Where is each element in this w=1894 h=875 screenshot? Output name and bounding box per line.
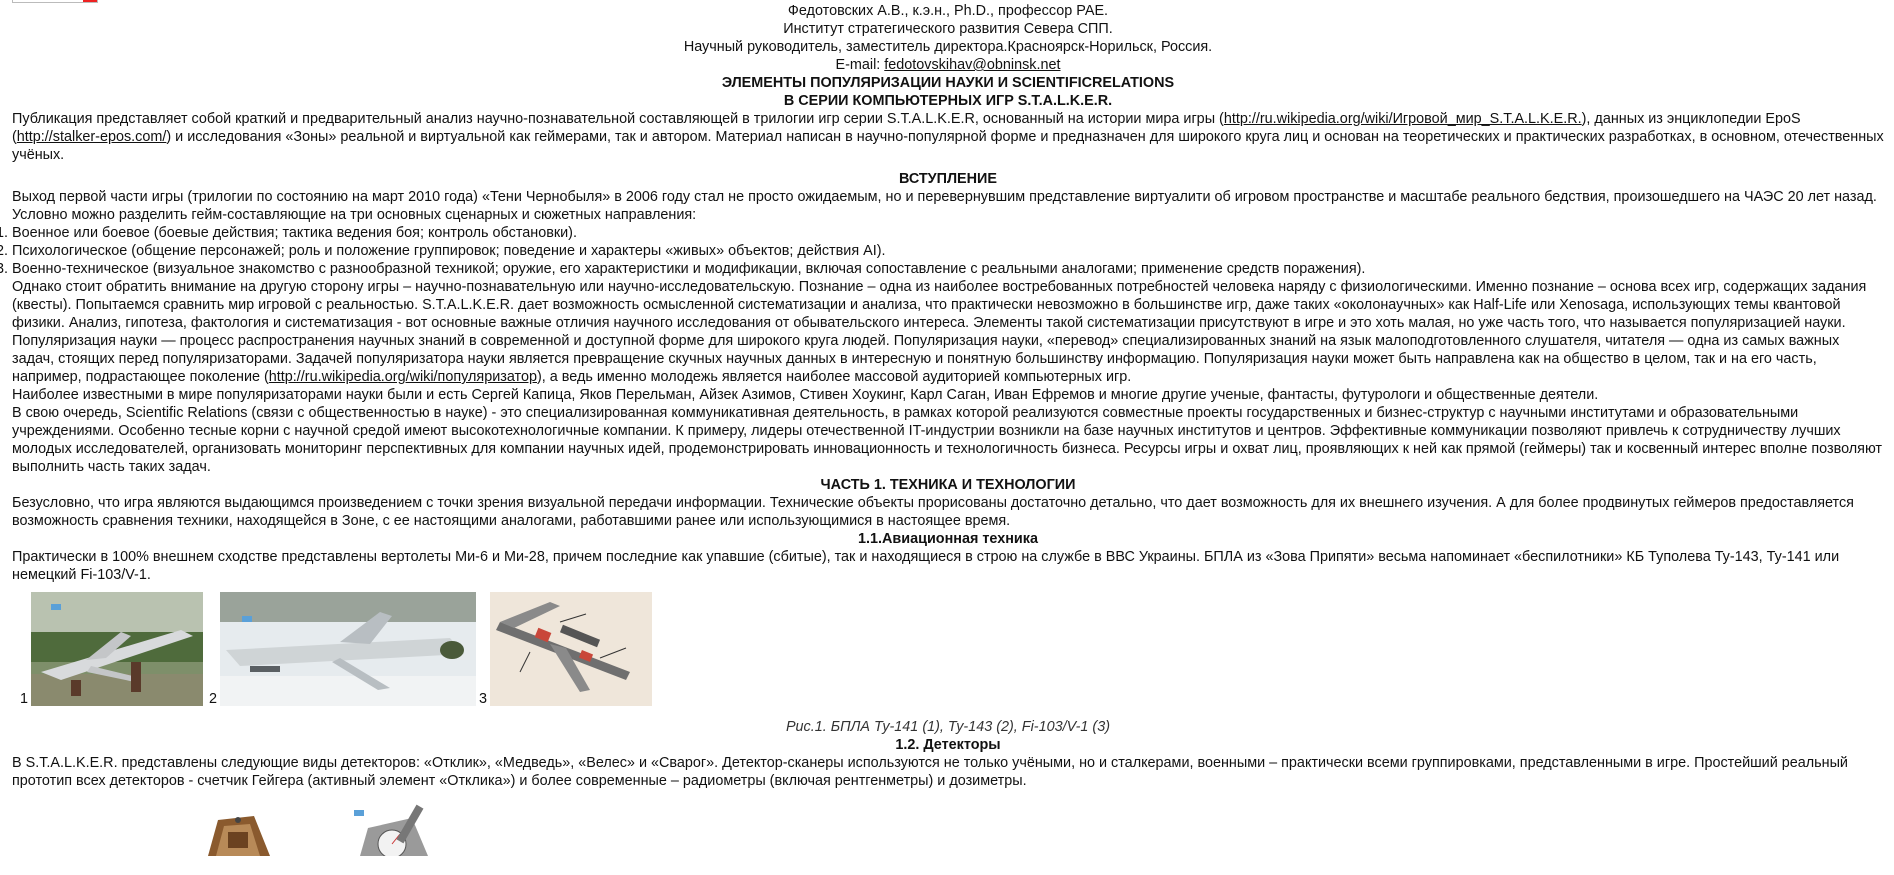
author-email-line <box>12 56 1884 74</box>
direction-list <box>12 224 1884 278</box>
article-title <box>12 74 1884 110</box>
figure-number: 1 <box>20 691 29 707</box>
list-item: 2. Психологическое (общение персонажей; роль и положение группировок; поведение и характеры «живых» объектов; действия AI). <box>12 242 1884 260</box>
author-name: Федотовских А.В., к.э.н., Ph.D., профессор РАЕ. <box>787 3 1109 19</box>
figure-1[interactable] <box>20 592 203 707</box>
abstract-text-2: ), данных из энциклопедии EpoS ( <box>12 111 1801 145</box>
title-line-1: ЭЛЕМЕНТЫ ПОПУЛЯРИЗАЦИИ НАУКИ И SCIENTIFICRELATIONS <box>721 75 1175 91</box>
intro-paragraph-2: Однако стоит обратить внимание на другую сторону игры – научно-познавательную или научно-исследовательскую. Познание – одна из наиболее востребованных потребностей человека наряду с физиологическими. Именно познание – основа всех игр, содержащих задания (квесты). Попытаемся сравнить мир игровой с реальностью. S.T.A.L.K.E.R. дает возможность осмысленной систематизации и анализа, что практически невозможно в большинстве игр, даже таких «околонаучных» как Half-Life или Xenosaga, использующих темы квантовой физики. Анализ, гипотеза, фактология и систематизация - вот основные важные отличия научного исследования от обывательского интереса. Элементы такой систематизации присутствуют в игре и это хоть малая, но уже часть того, что называется популяризацией науки. <box>12 279 1867 331</box>
figure-caption: Рис.1. БПЛА Ту-141 (1), Ту-143 (2), Fi-103/V-1 (3) <box>785 719 1111 735</box>
list-item: 3. Военно-техническое (визуальное знакомство с разнообразной техникой; оружие, его характеристики и модификации, включая сопоставление с реальными аналогами; применение средств поражения). <box>12 260 1884 278</box>
author-institute: Институт стратегического развития Севера СПП. <box>783 21 1113 37</box>
tu141-photo <box>31 592 203 706</box>
subheading-detectors: 1.2. Детекторы <box>895 737 1001 753</box>
popularization-text-1: Популяризация науки — процесс распространения научных знаний в современной и доступной форме для широкого круга людей. Популяризация науки, «перевод» специализированных знаний на язык малоподготовленного слушателя, читателя — одна из самых важных задач, стоящих перед популяризаторами. Задачей популяризатора науки является превращение скучных научных данных в интересную и понятную большинству информацию. Популяризация науки может быть направлена как на общество в целом, так и на его часть, например, подрастающее поколение ( <box>12 333 1840 385</box>
author-position: Научный руководитель, заместитель директора.Красноярск-Норильск, Россия. <box>683 39 1213 55</box>
author-block <box>12 2 1884 74</box>
part1-paragraph-3: В S.T.A.L.K.E.R. представлены следующие виды детекторов: «Отклик», «Медведь», «Велес» и «Сварог». Детектор-сканеры используются не только учёными, но и сталкерами, военными – практически всеми группировками, представленными в игре. Простейший реальный прототип всех детекторов - счетчик Гейгера (активный элемент «Отклика») и более современные – радиометры (включая рентгенметры) и дозиметры. <box>12 755 1848 789</box>
intro-heading: ВСТУПЛЕНИЕ <box>899 171 997 187</box>
figure-row <box>12 592 1884 708</box>
detector-images <box>12 790 1884 850</box>
figure-3[interactable] <box>479 592 652 707</box>
abstract-text-1: Публикация представляет собой краткий и предварительный анализ научно-познавательной составляющей в трилогии игр серии S.T.A.L.K.E.R, основанный на истории мира игры ( <box>12 111 1224 127</box>
popularizer-link[interactable]: http://ru.wikipedia.org/wiki/популяризатор <box>268 369 537 385</box>
figure-2[interactable] <box>209 592 476 707</box>
figure-number: 3 <box>479 691 488 707</box>
intro-paragraph-3 <box>12 332 1884 386</box>
wiki-link[interactable]: http://ru.wikipedia.org/wiki/Игровой_мир_S.T.A.L.K.E.R. <box>1223 111 1582 127</box>
epos-link[interactable]: http://stalker-epos.com/ <box>16 129 167 145</box>
figure-number: 2 <box>209 691 218 707</box>
title-line-2: В СЕРИИ КОМПЬЮТЕРНЫХ ИГР S.T.A.L.K.E.R. <box>783 93 1113 109</box>
fi103-diagram <box>490 592 652 706</box>
intro-paragraph-1: Выход первой части игры (трилогии по состоянию на март 2010 года) «Тени Чернобыля» в 2006 году стал не просто ожидаемым, но и перевернувшим представление виртуалити об игровом пространстве и масштабе реального бедствия, произошедшего на ЧАЭС 20 лет назад. Условно можно разделить гейм-составляющие на три основных сценарных и сюжетных направления: <box>12 189 1877 223</box>
intro-paragraph-4: Наиболее известными в мире популяризаторами науки были и есть Сергей Капица, Яков Перельман, Айзек Азимов, Стивен Хоукинг, Карл Саган, Иван Ефремов и многие другие ученые, фантасты, футурологи и общественные деятели. <box>12 387 1599 403</box>
popularization-text-2: ), а ведь именно молодежь является наиболее массовой аудиторией компьютерных игр. <box>536 369 1132 385</box>
part1-paragraph-2: Практически в 100% внешнем сходстве представлены вертолеты Ми-6 и Ми-28, причем последние как упавшие (сбитые), так и находящиеся в строю на службе в ВВС Украины. БПЛА из «Зова Припяти» весьма напоминает «беспилотники» КБ Туполева Ту-143, Ту-141 или немецкий Fi-103/V-1. <box>12 549 1840 583</box>
article <box>12 2 1884 850</box>
email-label: E-mail: <box>835 57 885 73</box>
part1-paragraph-1: Безусловно, что игра являются выдающимся произведением с точки зрения визуальной передачи информации. Технические объекты прорисованы достаточно детально, что дает возможность для их внешнего изучения. А для более продвинутых геймеров предоставляется возможность сравнения техники, находящейся в Зоне, с ее настоящими аналогами, работавшими ранее или использующимися в настоящее время. <box>12 495 1854 529</box>
intro-paragraph-5: В свою очередь, Scientific Relations (связи с общественностью в науке) - это специализированная коммуникативная деятельность, в рамках которой реализуются совместные проекты государственных и бизнес-структур с научными институтами и образовательными учреждениями. Особенно тесные корни с научной средой имеют высокотехнологичные компании. К примеру, лидеры отечественной IT-индустрии возникли на базе научных институтов и центров. Эффективные коммуникации позволяют привлечь к сотрудничеству лучших молодых исследователей, организовать мониторинг перспективных для компании научных идей, продемонстрировать инновационность и технологичность бизнеса. Ресурсы игры и охват лиц, проявляющих к ней как прямой (геймеры) так и косвенный интерес вполне позволяют выполнить часть таких задач. <box>12 405 1883 475</box>
detector-photo-2[interactable] <box>348 804 458 856</box>
part1-heading: ЧАСТЬ 1. ТЕХНИКА И ТЕХНОЛОГИИ <box>820 477 1076 493</box>
subheading-aviation: 1.1.Авиационная техника <box>858 531 1038 547</box>
detector-photo-1[interactable] <box>194 812 294 856</box>
email-link[interactable]: fedotovskihav@obninsk.net <box>884 57 1061 73</box>
list-item: 1. Военное или боевое (боевые действия; тактика ведения боя; контроль обстановки). <box>12 224 1884 242</box>
tu143-photo <box>220 592 476 706</box>
abstract-text-3: ) и исследования «Зоны» реальной и виртуальной как геймерами, так и автором. Материал написан в научно-популярной форме и предназначен для широкого круга лиц и основан на теоретических и практических разработках, в основном, отечественных учёных. <box>12 129 1884 163</box>
abstract <box>12 110 1884 164</box>
